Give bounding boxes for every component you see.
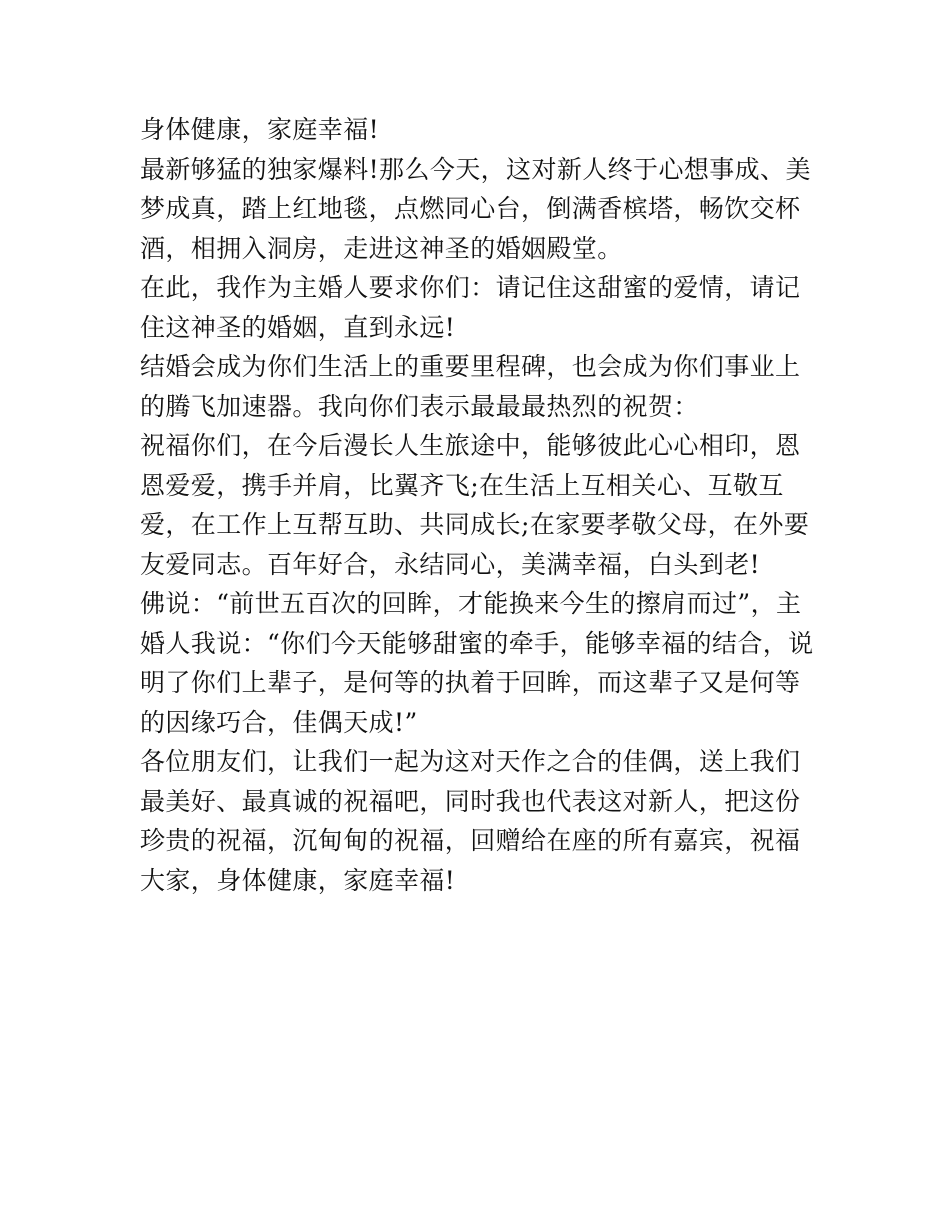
paragraph-5: 祝福你们，在今后漫长人生旅途中，能够彼此心心相印，恩恩爱爱，携手并肩，比翼齐飞;在生活上互相关心、互敬互爱，在工作上互帮互助、共同成长;在家要孝敬父母，在外要友爱同志。百年好合，永结同心，美满幸福，白头到老! — [140, 431, 810, 579]
document-page — [140, 110, 820, 900]
paragraph-3: 在此，我作为主婚人要求你们：请记住这甜蜜的爱情，请记住这神圣的婚姻，直到永远! — [140, 273, 801, 342]
paragraph-2: 最新够猛的独家爆料!那么今天，这对新人终于心想事成、美梦成真，踏上红地毯，点燃同心台，倒满香槟塔，畅饮交杯酒，相拥入洞房，走进这神圣的婚姻殿堂。 — [140, 154, 811, 263]
paragraph-4: 结婚会成为你们生活上的重要里程碑，也会成为你们事业上的腾飞加速器。我向你们表示最最最热烈的祝贺： — [140, 352, 801, 421]
paragraph-7: 各位朋友们，让我们一起为这对天作之合的佳偶，送上我们最美好、最真诚的祝福吧，同时我也代表这对新人，把这份珍贵的祝福，沉甸甸的祝福，回赠给在座的所有嘉宾，祝福大家，身体健康，家庭幸福! — [140, 747, 801, 895]
paragraph-1: 身体健康，家庭幸福! — [140, 115, 380, 144]
paragraph-6: 佛说：“前世五百次的回眸，才能换来今生的擦肩而过”，主婚人我说：“你们今天能够甜蜜的牵手，能够幸福的结合，说明了你们上辈子，是何等的执着于回眸，而这辈子又是何等的因缘巧合，佳偶天成!” — [140, 589, 814, 737]
